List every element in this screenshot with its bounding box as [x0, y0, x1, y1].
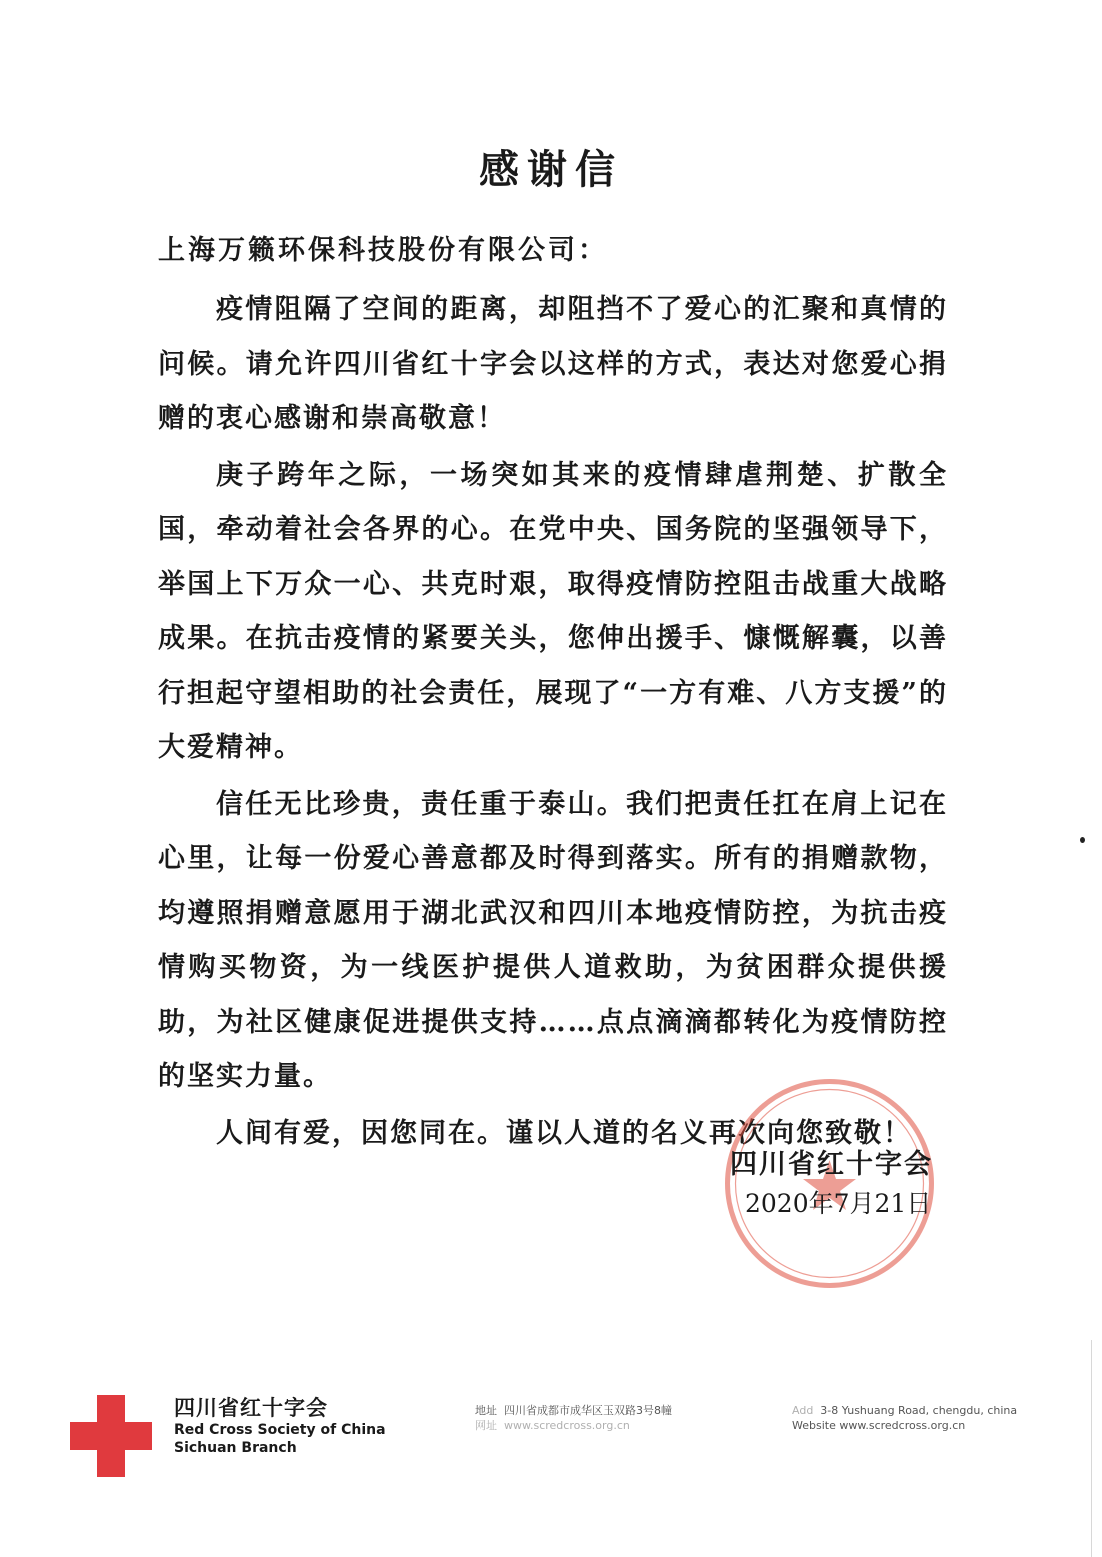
signature-org: 四川省红十字会 [730, 1149, 933, 1180]
footer-org-name [174, 1395, 386, 1457]
paragraph-1: 疫情阻隔了空间的距离，却阻挡不了爱心的汇聚和真情的问候。请允许四川省红十字会以这样的方式，表达对您爱心捐赠的衷心感谢和崇高敬意！ [158, 294, 948, 434]
website-en-label: Website [792, 1419, 836, 1432]
paragraph-3: 信任无比珍贵，责任重于泰山。我们把责任扛在肩上记在心里，让每一份爱心善意都及时得到落实。所有的捐赠款物，均遵照捐赠意愿用于湖北武汉和四川本地疫情防控，为抗击疫情购买物资，为一线医护提供人道救助，为贫困群众提供援助，为社区健康促进提供支持……点点滴滴都转化为疫情防控的坚实力量。 [158, 788, 948, 1092]
scan-edge-line [1091, 1340, 1092, 1557]
footer-org-en-1: Red Cross Society of China [174, 1422, 386, 1438]
address-en-label: Add [792, 1404, 814, 1417]
footer-org-en-2: Sichuan Branch [174, 1440, 297, 1456]
address-en-value: 3-8 Yushuang Road, chengdu, china [820, 1404, 1018, 1417]
red-cross-logo [70, 1395, 152, 1477]
paragraph-2: 庚子跨年之际，一场突如其来的疫情肆虐荆楚、扩散全国，牵动着社会各界的心。在党中央、国务院的坚强领导下，举国上下万众一心、共克时艰，取得疫情防控阻击战重大战略成果。在抗击疫情的紧要关头，您伸出援手、慷慨解囊，以善行担起守望相助的社会责任，展现了“一方有难、八方支援”的大爱精神。 [158, 459, 948, 763]
footer-address-en [792, 1403, 1017, 1433]
signature-date: 2020年7月21日 [745, 1189, 932, 1218]
letter-title: 感谢信 [479, 146, 623, 193]
footer-address-cn [475, 1403, 672, 1433]
address-cn-label: 地址 [475, 1404, 497, 1417]
website-cn-label: 网址 [475, 1419, 497, 1432]
website-en-value: www.scredcross.org.cn [839, 1419, 966, 1432]
letter-body [158, 283, 948, 1163]
website-cn-value: www.scredcross.org.cn [504, 1419, 630, 1432]
scan-speck [1080, 837, 1085, 843]
address-cn-value: 四川省成都市成华区玉双路3号8幢 [504, 1404, 672, 1417]
paragraph-4: 人间有爱，因您同在。谨以人道的名义再次向您致敬！ [216, 1117, 912, 1149]
footer-org-cn: 四川省红十字会 [174, 1396, 328, 1420]
salutation: 上海万籁环保科技股份有限公司： [158, 235, 608, 266]
